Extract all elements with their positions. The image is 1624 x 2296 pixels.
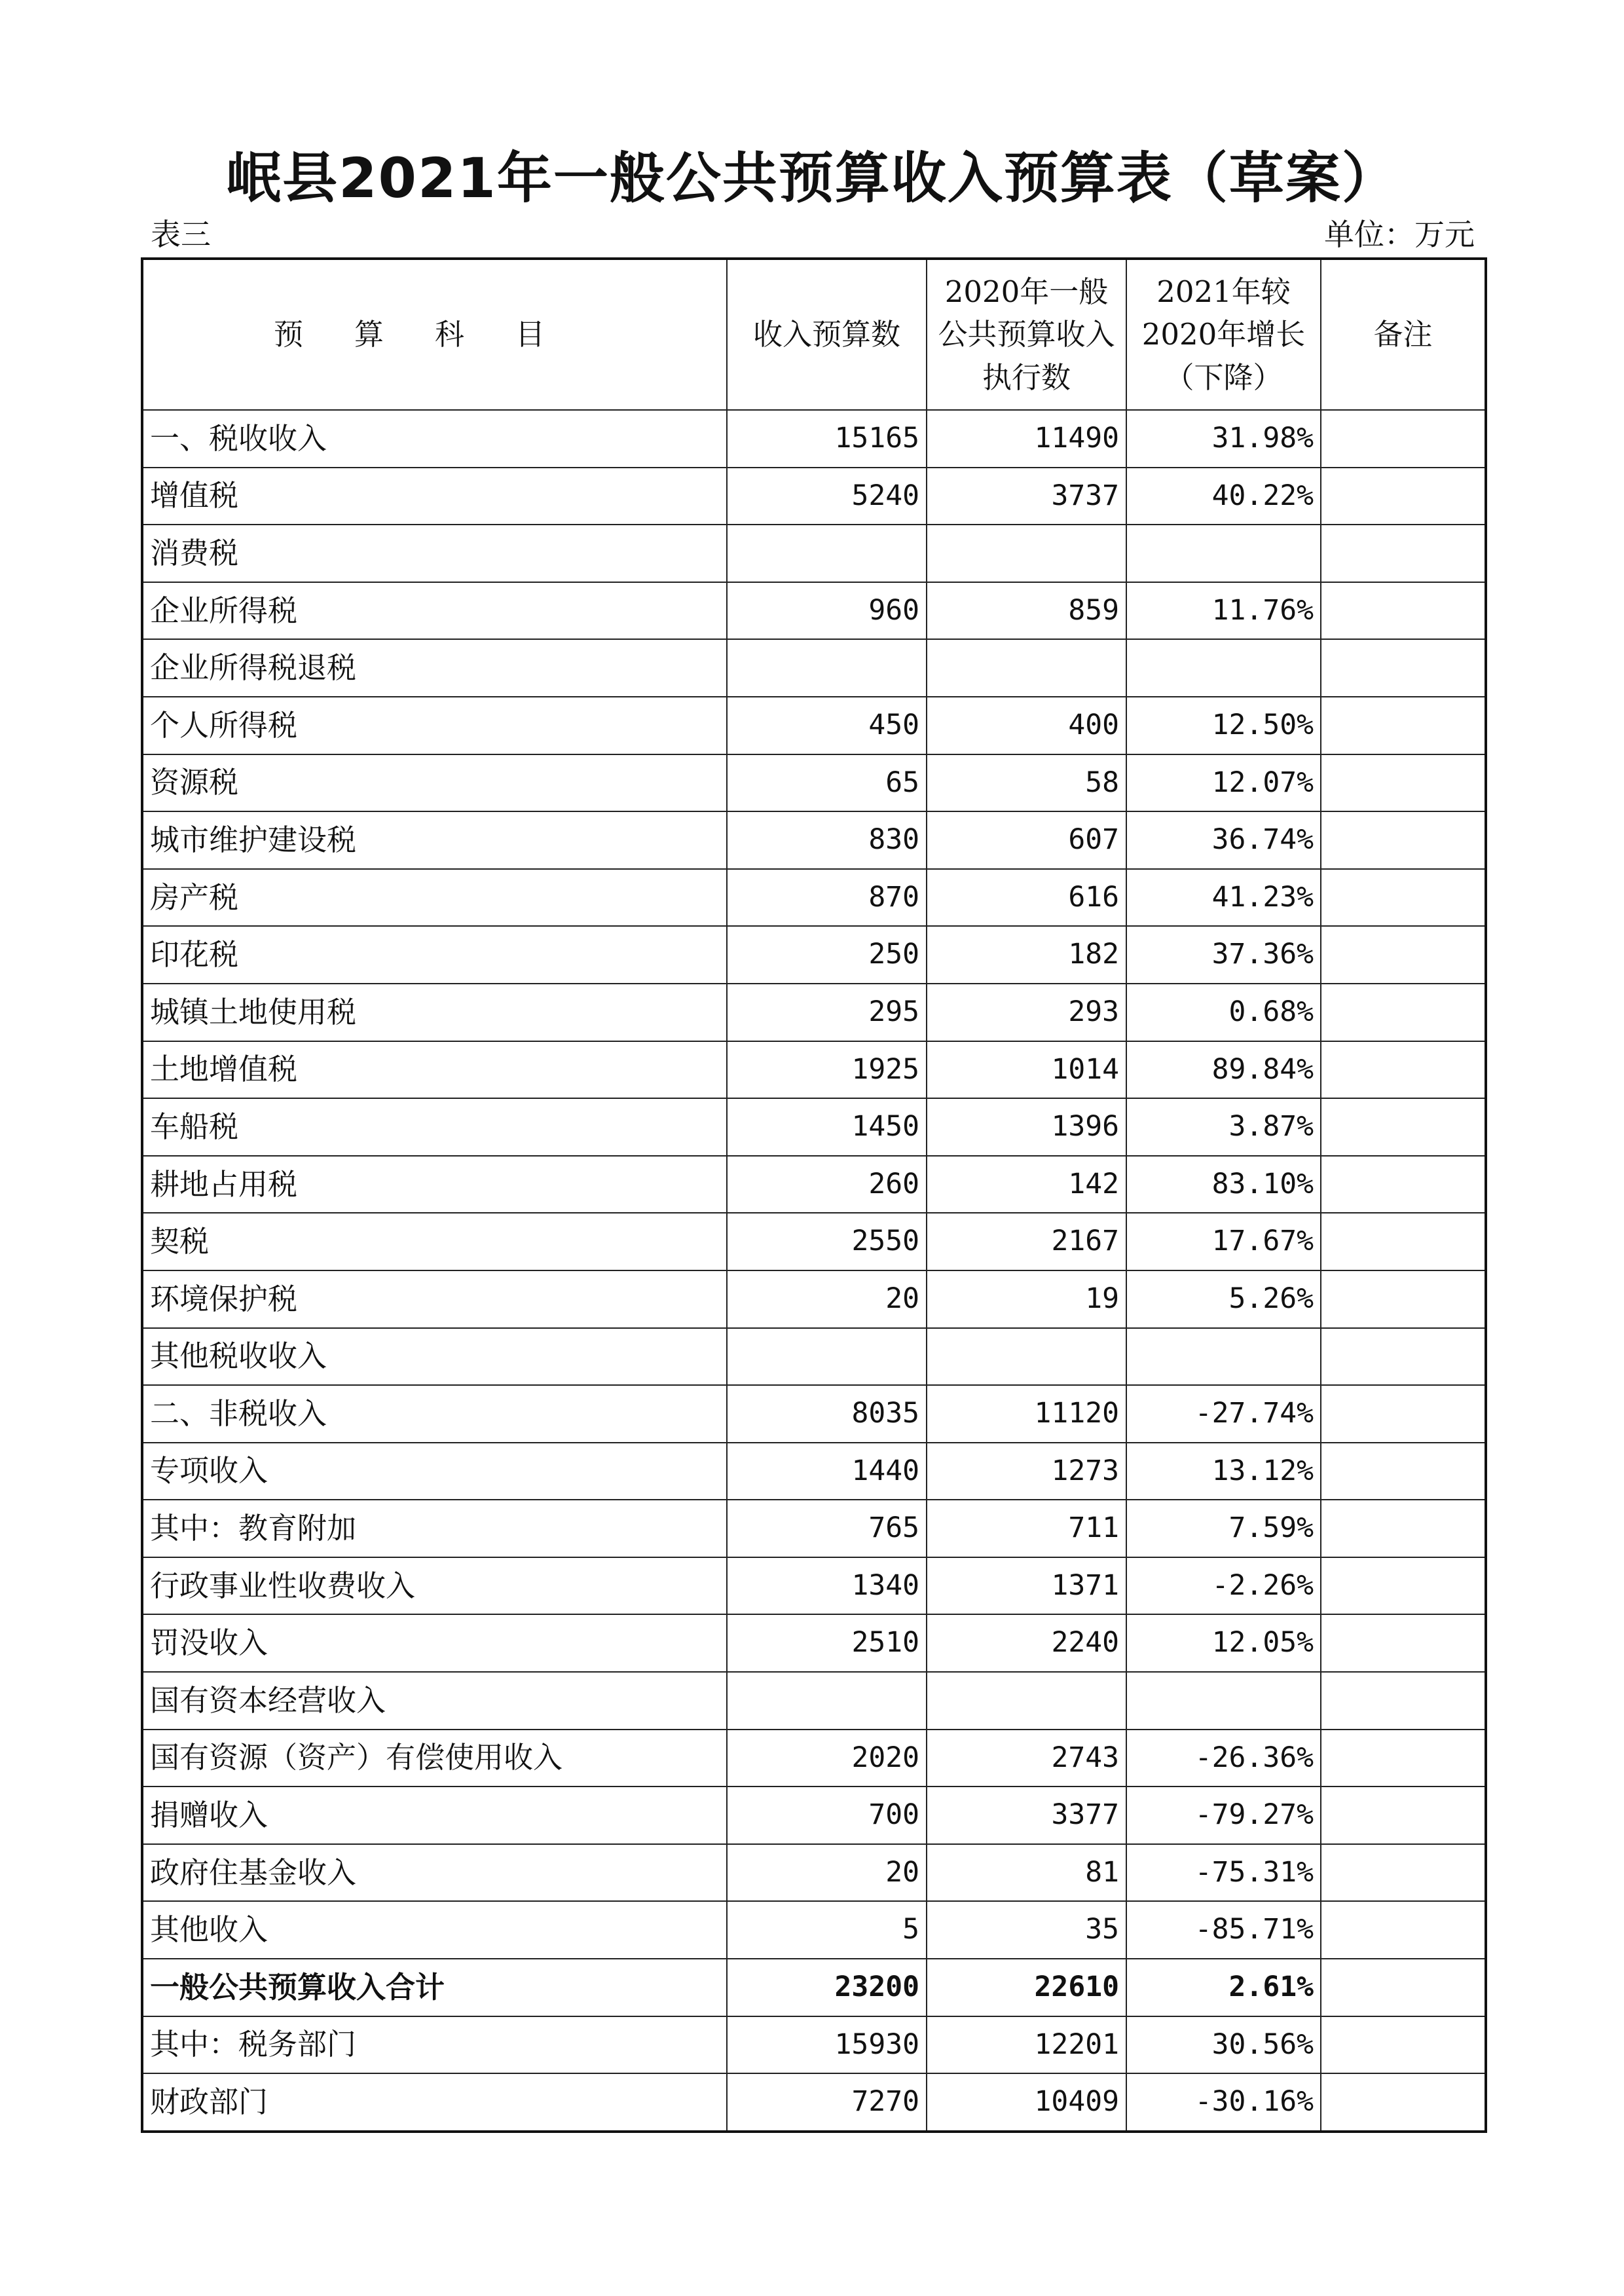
row-growth: 37.36% <box>1126 926 1321 984</box>
row-growth: 0.68% <box>1126 984 1321 1041</box>
row-prev-exec: 182 <box>927 926 1126 984</box>
row-budget: 2550 <box>727 1213 927 1270</box>
row-prev-exec: 12201 <box>927 2016 1126 2074</box>
row-growth: 12.07% <box>1126 754 1321 812</box>
row-subject: 车船税 <box>142 1098 727 1156</box>
row-growth: -27.74% <box>1126 1385 1321 1443</box>
header-subject: 预算科目 <box>142 259 727 410</box>
row-subject: 其中：教育附加 <box>142 1500 727 1557</box>
row-prev-exec: 35 <box>927 1901 1126 1959</box>
row-remark <box>1321 1156 1486 1213</box>
row-budget: 1450 <box>727 1098 927 1156</box>
row-remark <box>1321 1500 1486 1557</box>
row-budget <box>727 1672 927 1730</box>
row-remark <box>1321 468 1486 525</box>
row-prev-exec: 1396 <box>927 1098 1126 1156</box>
row-subject: 其他收入 <box>142 1901 727 1959</box>
budget-table <box>141 257 1487 2133</box>
row-budget <box>727 525 927 582</box>
header-prev-exec: 2020年一般公共预算收入执行数 <box>927 259 1126 410</box>
row-growth: 13.12% <box>1126 1443 1321 1500</box>
row-growth: 12.05% <box>1126 1614 1321 1672</box>
row-budget: 7270 <box>727 2073 927 2132</box>
row-subject: 印花税 <box>142 926 727 984</box>
unit-label: 单位：万元 <box>1324 217 1475 252</box>
table-row <box>142 1672 1486 1730</box>
table-row <box>142 2016 1486 2074</box>
row-subject: 捐赠收入 <box>142 1787 727 1844</box>
header-budget: 收入预算数 <box>727 259 927 410</box>
row-budget: 700 <box>727 1787 927 1844</box>
row-growth: 31.98% <box>1126 410 1321 468</box>
row-remark <box>1321 1844 1486 1902</box>
row-subject: 企业所得税退税 <box>142 639 727 697</box>
row-subject: 国有资源（资产）有偿使用收入 <box>142 1730 727 1787</box>
row-subject: 专项收入 <box>142 1443 727 1500</box>
row-budget: 20 <box>727 1270 927 1328</box>
row-remark <box>1321 697 1486 754</box>
row-prev-exec <box>927 1328 1126 1386</box>
row-remark <box>1321 1787 1486 1844</box>
table-row <box>142 1614 1486 1672</box>
row-remark <box>1321 811 1486 869</box>
table-row <box>142 1098 1486 1156</box>
table-row <box>142 1500 1486 1557</box>
row-growth: 30.56% <box>1126 2016 1321 2074</box>
table-row <box>142 410 1486 468</box>
row-budget: 2510 <box>727 1614 927 1672</box>
row-budget <box>727 1328 927 1386</box>
table-row <box>142 1901 1486 1959</box>
row-remark <box>1321 984 1486 1041</box>
row-budget: 295 <box>727 984 927 1041</box>
row-growth: -30.16% <box>1126 2073 1321 2132</box>
row-growth: -79.27% <box>1126 1787 1321 1844</box>
row-budget: 8035 <box>727 1385 927 1443</box>
row-prev-exec <box>927 1672 1126 1730</box>
row-growth: 7.59% <box>1126 1500 1321 1557</box>
table-row <box>142 754 1486 812</box>
table-row <box>142 811 1486 869</box>
table-body <box>142 410 1486 2132</box>
row-growth: -75.31% <box>1126 1844 1321 1902</box>
row-remark <box>1321 869 1486 927</box>
row-subject: 政府住基金收入 <box>142 1844 727 1902</box>
table-row <box>142 639 1486 697</box>
row-budget: 15165 <box>727 410 927 468</box>
row-subject: 企业所得税 <box>142 582 727 640</box>
table-row <box>142 2073 1486 2132</box>
row-prev-exec: 11490 <box>927 410 1126 468</box>
row-growth: 36.74% <box>1126 811 1321 869</box>
row-remark <box>1321 1614 1486 1672</box>
row-budget: 1440 <box>727 1443 927 1500</box>
table-row <box>142 1959 1486 2016</box>
table-row <box>142 1385 1486 1443</box>
row-budget: 260 <box>727 1156 927 1213</box>
row-prev-exec: 1273 <box>927 1443 1126 1500</box>
row-budget: 20 <box>727 1844 927 1902</box>
row-growth: 5.26% <box>1126 1270 1321 1328</box>
row-remark <box>1321 1901 1486 1959</box>
table-row <box>142 926 1486 984</box>
row-remark <box>1321 1959 1486 2016</box>
row-growth: 12.50% <box>1126 697 1321 754</box>
row-growth: 41.23% <box>1126 869 1321 927</box>
row-prev-exec: 2743 <box>927 1730 1126 1787</box>
row-budget: 1925 <box>727 1041 927 1099</box>
table-row <box>142 869 1486 927</box>
row-subject: 罚没收入 <box>142 1614 727 1672</box>
row-subject: 环境保护税 <box>142 1270 727 1328</box>
row-budget: 830 <box>727 811 927 869</box>
row-growth: -2.26% <box>1126 1557 1321 1615</box>
row-subject: 财政部门 <box>142 2073 727 2132</box>
row-prev-exec: 859 <box>927 582 1126 640</box>
row-subject: 增值税 <box>142 468 727 525</box>
row-growth: 89.84% <box>1126 1041 1321 1099</box>
row-budget: 5240 <box>727 468 927 525</box>
row-budget: 15930 <box>727 2016 927 2074</box>
row-subject: 行政事业性收费收入 <box>142 1557 727 1615</box>
row-remark <box>1321 926 1486 984</box>
row-subject: 二、非税收入 <box>142 1385 727 1443</box>
row-growth: 11.76% <box>1126 582 1321 640</box>
row-budget: 65 <box>727 754 927 812</box>
row-prev-exec <box>927 525 1126 582</box>
table-row <box>142 1213 1486 1270</box>
row-prev-exec: 58 <box>927 754 1126 812</box>
row-subject: 土地增值税 <box>142 1041 727 1099</box>
row-subject: 耕地占用税 <box>142 1156 727 1213</box>
row-subject: 其他税收收入 <box>142 1328 727 1386</box>
table-row <box>142 1156 1486 1213</box>
table-row <box>142 697 1486 754</box>
row-prev-exec: 142 <box>927 1156 1126 1213</box>
row-growth <box>1126 639 1321 697</box>
row-budget: 5 <box>727 1901 927 1959</box>
table-row <box>142 1730 1486 1787</box>
table-row <box>142 1557 1486 1615</box>
row-budget: 870 <box>727 869 927 927</box>
row-remark <box>1321 1730 1486 1787</box>
row-budget: 2020 <box>727 1730 927 1787</box>
row-subject: 其中：税务部门 <box>142 2016 727 2074</box>
row-subject: 房产税 <box>142 869 727 927</box>
row-remark <box>1321 2016 1486 2074</box>
table-row <box>142 1844 1486 1902</box>
table-row <box>142 1443 1486 1500</box>
row-prev-exec: 81 <box>927 1844 1126 1902</box>
row-remark <box>1321 582 1486 640</box>
row-subject: 城市维护建设税 <box>142 811 727 869</box>
row-growth <box>1126 1672 1321 1730</box>
row-growth: 17.67% <box>1126 1213 1321 1270</box>
row-growth <box>1126 525 1321 582</box>
row-growth: 3.87% <box>1126 1098 1321 1156</box>
row-prev-exec: 607 <box>927 811 1126 869</box>
table-row <box>142 1328 1486 1386</box>
row-remark <box>1321 1270 1486 1328</box>
row-budget: 23200 <box>727 1959 927 2016</box>
row-remark <box>1321 754 1486 812</box>
table-row <box>142 1270 1486 1328</box>
document-title: 岷县2021年一般公共预算收入预算表（草案） <box>226 146 1398 210</box>
row-prev-exec <box>927 639 1126 697</box>
row-growth: 83.10% <box>1126 1156 1321 1213</box>
row-subject: 契税 <box>142 1213 727 1270</box>
row-remark <box>1321 1098 1486 1156</box>
table-row <box>142 1041 1486 1099</box>
table-row <box>142 1787 1486 1844</box>
row-remark <box>1321 2073 1486 2132</box>
table-row <box>142 582 1486 640</box>
row-growth: -85.71% <box>1126 1901 1321 1959</box>
row-remark <box>1321 1443 1486 1500</box>
row-remark <box>1321 639 1486 697</box>
row-subject: 消费税 <box>142 525 727 582</box>
row-remark <box>1321 525 1486 582</box>
row-remark <box>1321 1385 1486 1443</box>
row-budget: 1340 <box>727 1557 927 1615</box>
row-prev-exec: 3377 <box>927 1787 1126 1844</box>
row-remark <box>1321 1041 1486 1099</box>
table-row <box>142 984 1486 1041</box>
table-row <box>142 468 1486 525</box>
row-subject: 资源税 <box>142 754 727 812</box>
table-row <box>142 525 1486 582</box>
row-subject: 国有资本经营收入 <box>142 1672 727 1730</box>
row-prev-exec: 10409 <box>927 2073 1126 2132</box>
header-remark: 备注 <box>1321 259 1486 410</box>
row-subject: 个人所得税 <box>142 697 727 754</box>
row-prev-exec: 2240 <box>927 1614 1126 1672</box>
row-budget: 450 <box>727 697 927 754</box>
row-growth: 40.22% <box>1126 468 1321 525</box>
row-budget: 765 <box>727 1500 927 1557</box>
table-label: 表三 <box>151 217 211 252</box>
row-prev-exec: 3737 <box>927 468 1126 525</box>
row-budget <box>727 639 927 697</box>
row-prev-exec: 22610 <box>927 1959 1126 2016</box>
row-budget: 960 <box>727 582 927 640</box>
row-growth: 2.61% <box>1126 1959 1321 2016</box>
row-prev-exec: 1371 <box>927 1557 1126 1615</box>
row-prev-exec: 19 <box>927 1270 1126 1328</box>
row-prev-exec: 293 <box>927 984 1126 1041</box>
row-prev-exec: 711 <box>927 1500 1126 1557</box>
row-subject: 一般公共预算收入合计 <box>142 1959 727 2016</box>
row-remark <box>1321 410 1486 468</box>
row-prev-exec: 2167 <box>927 1213 1126 1270</box>
row-remark <box>1321 1557 1486 1615</box>
row-subject: 一、税收收入 <box>142 410 727 468</box>
row-remark <box>1321 1328 1486 1386</box>
row-prev-exec: 616 <box>927 869 1126 927</box>
row-remark <box>1321 1672 1486 1730</box>
header-growth: 2021年较2020年增长（下降） <box>1126 259 1321 410</box>
row-budget: 250 <box>727 926 927 984</box>
row-growth <box>1126 1328 1321 1386</box>
row-subject: 城镇土地使用税 <box>142 984 727 1041</box>
row-remark <box>1321 1213 1486 1270</box>
row-prev-exec: 1014 <box>927 1041 1126 1099</box>
row-prev-exec: 400 <box>927 697 1126 754</box>
row-prev-exec: 11120 <box>927 1385 1126 1443</box>
row-growth: -26.36% <box>1126 1730 1321 1787</box>
table-header-row <box>142 259 1486 410</box>
